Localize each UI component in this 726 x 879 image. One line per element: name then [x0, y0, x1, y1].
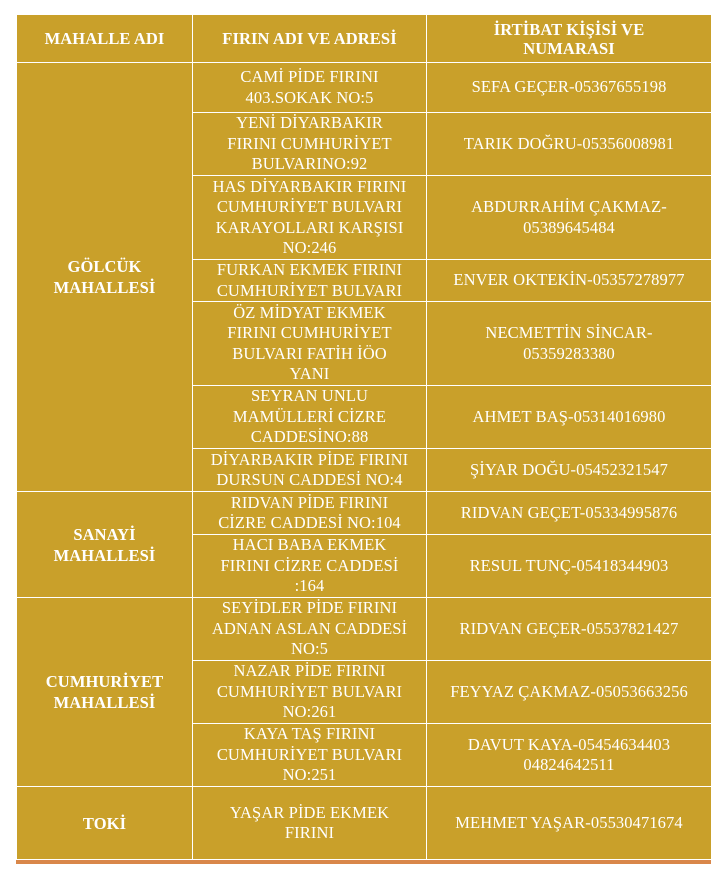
irtibat-cell: FEYYAZ ÇAKMAZ-05053663256	[427, 661, 712, 724]
firin-cell: FURKAN EKMEK FIRINI CUMHURİYET BULVARI	[193, 260, 427, 302]
header-row	[17, 15, 712, 63]
irtibat-cell: NECMETTİN SİNCAR- 05359283380	[427, 302, 712, 386]
irtibat-cell: RIDVAN GEÇER-05537821427	[427, 598, 712, 661]
irtibat-cell: TARIK DOĞRU-05356008981	[427, 113, 712, 176]
mahalle-cell: GÖLCÜK MAHALLESİ	[17, 63, 193, 492]
firin-cell: ÖZ MİDYAT EKMEK FIRINI CUMHURİYET BULVARI FATİH İÖO YANI	[193, 302, 427, 386]
firin-cell: DİYARBAKIR PİDE FIRINI DURSUN CADDESİ NO:4	[193, 449, 427, 492]
irtibat-cell: ŞİYAR DOĞU-05452321547	[427, 449, 712, 492]
table-bottom-border	[16, 860, 711, 864]
firin-cell: HACI BABA EKMEK FIRINI CİZRE CADDESİ :164	[193, 535, 427, 598]
mahalle-cell: CUMHURİYET MAHALLESİ	[17, 598, 193, 787]
irtibat-cell: MEHMET YAŞAR-05530471674	[427, 787, 712, 860]
table-row	[17, 787, 712, 860]
irtibat-cell: SEFA GEÇER-05367655198	[427, 63, 712, 113]
firin-cell: HAS DİYARBAKIR FIRINI CUMHURİYET BULVARI KARAYOLLARI KARŞISI NO:246	[193, 176, 427, 260]
mahalle-cell: SANAYİ MAHALLESİ	[17, 492, 193, 598]
firin-cell: CAMİ PİDE FIRINI 403.SOKAK NO:5	[193, 63, 427, 113]
firin-cell: SEYRAN UNLU MAMÜLLERİ CİZRE CADDESİNO:88	[193, 386, 427, 449]
firin-cell: KAYA TAŞ FIRINI CUMHURİYET BULVARI NO:251	[193, 724, 427, 787]
header-firin: FIRIN ADI VE ADRESİ	[193, 15, 427, 63]
firin-cell: RIDVAN PİDE FIRINI CİZRE CADDESİ NO:104	[193, 492, 427, 535]
table-row	[17, 63, 712, 113]
bakery-table	[16, 14, 712, 860]
bakery-table-container	[16, 14, 711, 864]
irtibat-cell: DAVUT KAYA-05454634403 04824642511	[427, 724, 712, 787]
irtibat-cell: AHMET BAŞ-05314016980	[427, 386, 712, 449]
firin-cell: YAŞAR PİDE EKMEK FIRINI	[193, 787, 427, 860]
mahalle-cell: TOKİ	[17, 787, 193, 860]
irtibat-cell: ABDURRAHİM ÇAKMAZ- 05389645484	[427, 176, 712, 260]
header-irtibat: İRTİBAT KİŞİSİ VE NUMARASI	[427, 15, 712, 63]
firin-cell: NAZAR PİDE FIRINI CUMHURİYET BULVARI NO:261	[193, 661, 427, 724]
irtibat-cell: RIDVAN GEÇET-05334995876	[427, 492, 712, 535]
table-row	[17, 492, 712, 535]
firin-cell: YENİ DİYARBAKIR FIRINI CUMHURİYET BULVARINO:92	[193, 113, 427, 176]
table-row	[17, 598, 712, 661]
firin-cell: SEYİDLER PİDE FIRINI ADNAN ASLAN CADDESİ NO:5	[193, 598, 427, 661]
irtibat-cell: RESUL TUNÇ-05418344903	[427, 535, 712, 598]
header-mahalle: MAHALLE ADI	[17, 15, 193, 63]
irtibat-cell: ENVER OKTEKİN-05357278977	[427, 260, 712, 302]
